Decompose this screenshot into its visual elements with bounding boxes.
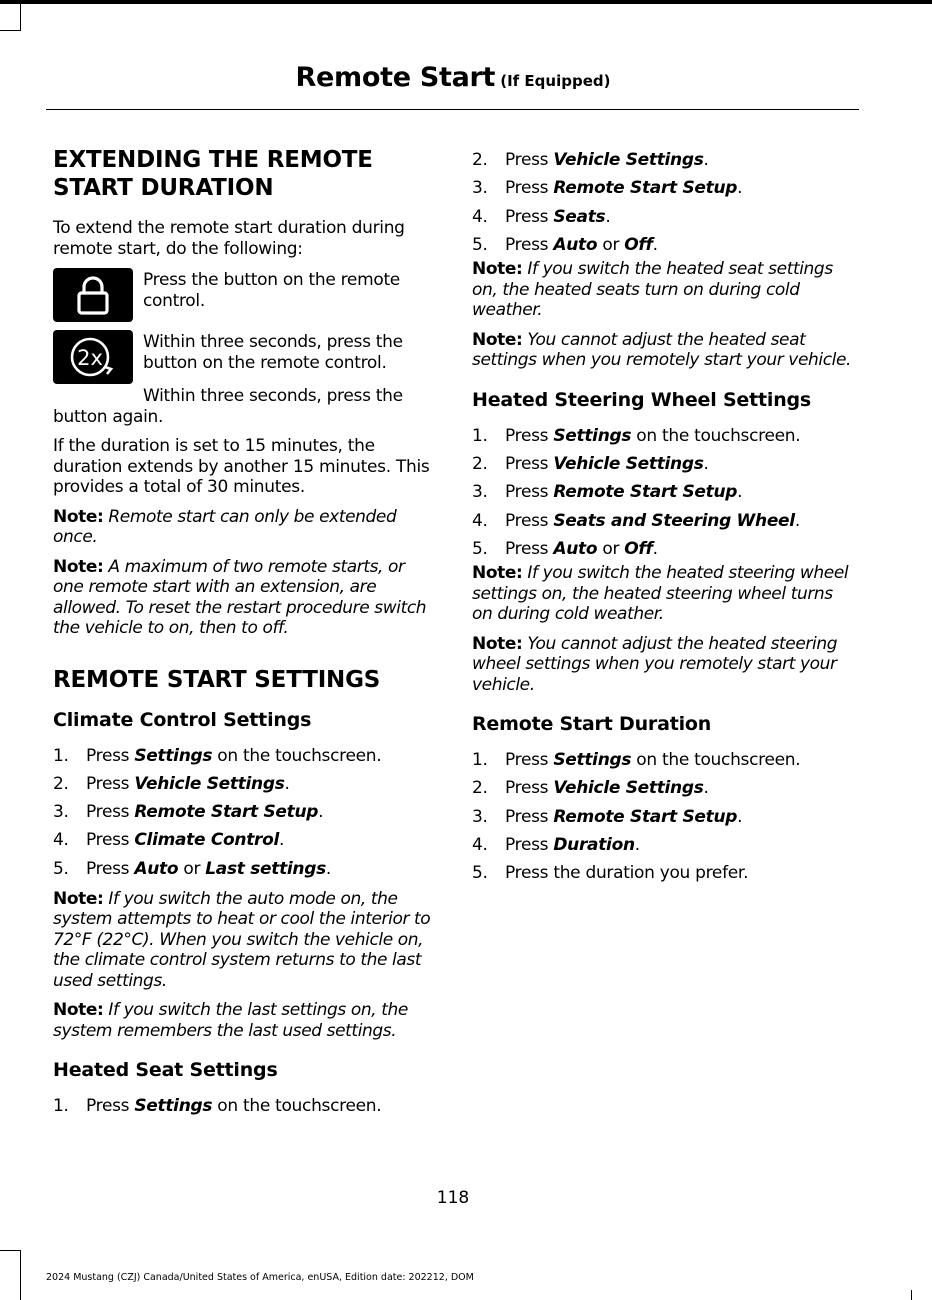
intro-paragraph: To extend the remote start duration during remote start, do the following: — [53, 218, 405, 259]
lock-instruction — [53, 268, 435, 322]
step-text: Press — [86, 802, 135, 823]
step-text: Press — [505, 482, 554, 503]
step-text: Press — [505, 835, 554, 856]
list-item — [53, 855, 435, 883]
duration-steps — [472, 746, 856, 887]
list-item — [472, 803, 856, 831]
step-text: . — [284, 773, 290, 794]
subsection-title-duration: Remote Start Duration — [472, 713, 712, 736]
subsection-title-climate: Climate Control Settings — [53, 708, 312, 731]
step-emphasis: Vehicle Settings — [553, 778, 704, 799]
crop-mark — [20, 0, 21, 31]
heated-seat-steps-start — [53, 1092, 435, 1120]
steering-wheel-steps — [472, 422, 856, 563]
list-item — [472, 831, 856, 859]
step-text: or — [178, 858, 206, 879]
list-item — [472, 774, 856, 802]
step-emphasis: Remote Start Setup — [553, 178, 738, 199]
step-number: 5. — [472, 234, 488, 255]
note-auto-mode — [53, 889, 435, 992]
note-text: If you switch the heated steering wheel settings on, the heated steering wheel turns on during cold weather. — [472, 563, 849, 625]
step-text: Press — [505, 150, 554, 170]
section-title-extending: EXTENDING THE REMOTE START DURATION — [53, 147, 373, 201]
list-item — [53, 798, 435, 826]
step-text: Press — [505, 806, 554, 827]
step-text: . — [737, 806, 743, 827]
page-header — [0, 62, 906, 93]
note-heated-seat-adjust — [472, 330, 856, 371]
note-label: Note: — [472, 329, 523, 350]
top-rule — [0, 0, 932, 4]
step-number: 4. — [472, 206, 488, 227]
note-steering-wheel-adjust — [472, 634, 856, 696]
section-title-settings: REMOTE START SETTINGS — [53, 666, 381, 693]
note-last-settings — [53, 1000, 435, 1041]
note-steering-wheel-on — [472, 563, 856, 625]
note-label: Note: — [472, 633, 523, 654]
double-press-glyph: 2x — [77, 346, 103, 370]
list-item — [53, 1092, 435, 1120]
step-number: 1. — [472, 425, 488, 446]
step-emphasis: Off — [624, 234, 653, 255]
step-text: . — [325, 858, 332, 879]
note-label: Note: — [472, 563, 523, 584]
step-emphasis: Seats — [553, 206, 606, 227]
note-text: Remote start can only be extended once. — [53, 506, 397, 547]
note-label: Note: — [53, 1000, 104, 1021]
list-item — [472, 450, 856, 478]
step-emphasis: Settings — [134, 745, 213, 766]
page-number: 118 — [436, 1188, 470, 1208]
step-emphasis: Settings — [134, 1096, 213, 1117]
step-text: on the touchscreen. — [631, 425, 801, 446]
climate-steps — [53, 742, 435, 883]
double-press-icon — [53, 330, 133, 384]
step-text: Press — [86, 773, 135, 794]
step-number: 4. — [53, 830, 69, 851]
crop-mark — [20, 1250, 21, 1300]
step-number: 1. — [472, 750, 488, 771]
step-text: Press — [86, 745, 135, 766]
step-text: Press — [505, 178, 554, 199]
step-text: . — [634, 835, 640, 856]
step-number: 3. — [53, 802, 69, 823]
step-number: 5. — [53, 858, 69, 879]
step-text: Press — [86, 830, 135, 851]
crop-mark — [0, 30, 20, 31]
list-item — [472, 859, 856, 887]
step-text: or — [597, 234, 625, 255]
step-number: 2. — [472, 453, 488, 474]
header-divider — [46, 109, 859, 110]
lock-instruction-text: Press the button on the remote control. — [143, 270, 400, 311]
heated-seat-steps-cont — [472, 146, 856, 259]
lock-icon — [53, 268, 133, 322]
step-emphasis: Auto — [134, 858, 179, 879]
subsection-title-steering-wheel: Heated Steering Wheel Settings — [472, 388, 812, 411]
step-text: or — [597, 538, 625, 559]
note-text: You cannot adjust the heated steering wheel settings when you remotely start your vehicle. — [472, 633, 838, 695]
note-label: Note: — [53, 888, 104, 909]
step-number: 4. — [472, 835, 488, 856]
step-number: 3. — [472, 482, 488, 503]
step-emphasis: Vehicle Settings — [553, 453, 704, 474]
step-text: . — [703, 778, 709, 799]
crop-mark — [911, 1290, 912, 1300]
list-item — [53, 826, 435, 854]
note-text: If you switch the auto mode on, the system attempts to heat or cool the interior to 72°F (22°C). When you switch the vehicle on, the climate control system returns to the last used settings. — [53, 888, 431, 991]
list-item — [53, 742, 435, 770]
step-text: Press the duration you prefer. — [505, 863, 749, 884]
step-number: 4. — [472, 510, 488, 531]
step-text: Press — [86, 858, 135, 879]
header-title: Remote Start — [295, 62, 496, 93]
step-number: 1. — [53, 1096, 69, 1117]
note-text: If you switch the heated seat settings on, the heated seats turn on during cold weather. — [472, 259, 833, 321]
right-column — [472, 150, 856, 894]
list-item — [472, 231, 856, 259]
note-max-starts — [53, 557, 435, 639]
step-text: . — [737, 482, 743, 503]
step-text: Press — [505, 425, 554, 446]
press-again-paragraph: Within three seconds, press the button again. — [53, 386, 403, 427]
step-text: Press — [505, 750, 554, 771]
step-text: . — [652, 538, 658, 559]
step-text: Press — [505, 778, 554, 799]
step-text: Press — [505, 510, 554, 531]
note-label: Note: — [53, 506, 104, 527]
page-footer: 2024 Mustang (CZJ) Canada/United States of America, enUSA, Edition date: 202212, DOM — [46, 1272, 474, 1283]
note-extend-once — [53, 507, 435, 548]
step-text: . — [652, 234, 658, 255]
step-emphasis: Settings — [553, 750, 632, 771]
note-text: A maximum of two remote starts, or one remote start with an extension, are allowed. To reset the restart procedure switch the vehicle to on, then to off. — [53, 556, 427, 638]
list-item — [472, 507, 856, 535]
step-text: Press — [505, 234, 554, 255]
note-text: You cannot adjust the heated seat settings when you remotely start your vehicle. — [472, 329, 852, 371]
step-text: on the touchscreen. — [631, 750, 801, 771]
list-item — [472, 746, 856, 774]
step-emphasis: Off — [624, 538, 653, 559]
step-number: 2. — [53, 773, 69, 794]
step-emphasis: Vehicle Settings — [134, 773, 285, 794]
step-number: 1. — [53, 745, 69, 766]
step-text: Press — [505, 453, 554, 474]
step-text: Press — [86, 1096, 135, 1117]
list-item — [53, 770, 435, 798]
step-emphasis: Auto — [553, 234, 598, 255]
note-heated-seat-on — [472, 259, 856, 321]
step-number: 3. — [472, 178, 488, 199]
step-text: . — [279, 830, 285, 851]
list-item — [472, 478, 856, 506]
step-number: 3. — [472, 806, 488, 827]
step-text: Press — [505, 206, 554, 227]
step-emphasis: Remote Start Setup — [553, 482, 738, 503]
note-text: If you switch the last settings on, the system remembers the last used settings. — [53, 1000, 408, 1041]
step-number: 2. — [472, 150, 488, 170]
step-text: . — [737, 178, 743, 199]
step-text: . — [703, 453, 709, 474]
step-emphasis: Vehicle Settings — [553, 150, 704, 170]
step-text: . — [703, 150, 709, 170]
step-text: Press — [505, 538, 554, 559]
step-emphasis: Settings — [553, 425, 632, 446]
list-item — [472, 203, 856, 231]
list-item — [472, 535, 856, 563]
crop-mark — [0, 1250, 20, 1251]
step-text: . — [605, 206, 611, 227]
step-emphasis: Auto — [553, 538, 598, 559]
step-emphasis: Climate Control — [134, 830, 280, 851]
step-emphasis: Duration — [553, 835, 635, 856]
duration-paragraph: If the duration is set to 15 minutes, the duration extends by another 15 minutes. This provides a total of 30 minutes. — [53, 436, 430, 497]
note-label: Note: — [472, 259, 523, 280]
step-emphasis: Remote Start Setup — [134, 802, 319, 823]
subsection-title-heated-seat: Heated Seat Settings — [53, 1059, 278, 1082]
list-item — [472, 174, 856, 202]
step-number: 5. — [472, 538, 488, 559]
step-text: on the touchscreen. — [212, 1096, 382, 1117]
step-text: . — [794, 510, 800, 531]
double-press-instruction-text: Within three seconds, press the button on the remote control. — [143, 332, 403, 373]
double-press-instruction — [53, 330, 435, 384]
step-text: on the touchscreen. — [212, 745, 382, 766]
list-item — [472, 146, 856, 174]
note-label: Note: — [53, 556, 104, 577]
list-item — [472, 422, 856, 450]
step-emphasis: Remote Start Setup — [553, 806, 738, 827]
step-emphasis: Last settings — [205, 858, 326, 879]
left-column — [53, 146, 435, 1127]
step-number: 5. — [472, 863, 488, 884]
step-emphasis: Seats and Steering Wheel — [553, 510, 795, 531]
step-number: 2. — [472, 778, 488, 799]
header-subtitle: (If Equipped) — [500, 72, 611, 90]
step-text: . — [318, 802, 324, 823]
